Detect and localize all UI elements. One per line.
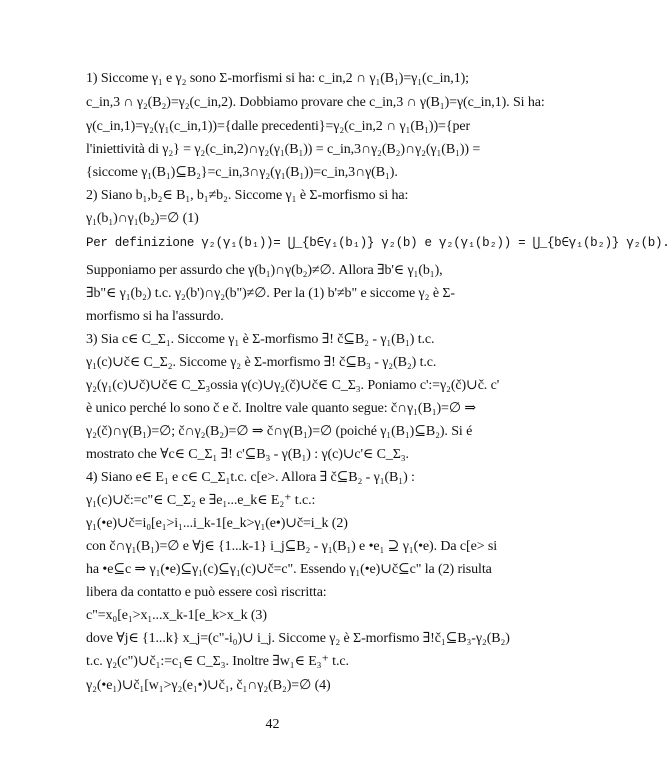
- text-line: ha •e⊆c ⇒ γ₁(•e)⊆γ₁(c)⊆γ₁(c)∪č=c". Essendo γ₁(•e)∪č⊆c" la (2) risulta: [86, 562, 492, 577]
- text-line: libera da contatto e può essere così riscritta:: [86, 585, 327, 600]
- text-line: {siccome γ₁(B₁)⊆B₂}=c_in,3∩γ₂(γ₁(B₁))=c_in,3∩γ(B₁).: [86, 165, 398, 180]
- text-line: dove ∀j∈ {1...k} x_j=(c"-i₀)∪ i_j. Siccome γ₂ è Σ-morfismo ∃!č₁⊆B₃-γ₂(B₂): [86, 631, 510, 646]
- text-line: mostrato che ∀c∈ C_Σ₁ ∃! c'⊆B₃ - γ(B₁) : γ(c)∪c'∈ C_Σ₃.: [86, 447, 409, 462]
- text-line: c"=x₀[e₁>x₁...x_k-1[e_k>x_k (3): [86, 608, 267, 623]
- text-line: γ₁(b₁)∩γ₁(b₂)=∅ (1): [86, 211, 199, 226]
- text-line: 2) Siano b₁,b₂∈ B₁, b₁≠b₂. Siccome γ₁ è Σ-morfismo si ha:: [86, 188, 409, 203]
- page-number: 42: [265, 717, 280, 732]
- text-line: t.c. γ₂(c")∪č₁:=c₁∈ C_Σ₃. Inoltre ∃w₁∈ E₃⁺ t.c.: [86, 654, 349, 669]
- text-line: Supponiamo per assurdo che γ(b₁)∩γ(b₂)≠∅. Allora ∃b'∈ γ₁(b₁),: [86, 263, 443, 278]
- text-line: è unico perché lo sono č e č. Inoltre vale quanto segue: č∩γ₁(B₁)=∅ ⇒: [86, 401, 476, 416]
- text-line: l'iniettività di γ₂} = γ₂(c_in,2)∩γ₂(γ₁(B₁)) = c_in,3∩γ₂(B₂)∩γ₂(γ₁(B₁)) =: [86, 142, 481, 157]
- text-line: morfismo si ha l'assurdo.: [86, 309, 224, 324]
- text-line: γ₁(c)∪č∈ C_Σ₂. Siccome γ₂ è Σ-morfismo ∃! č⊆B₃ - γ₂(B₂) t.c.: [86, 355, 437, 370]
- text-line: con č∩γ₁(B₁)=∅ e ∀j∈ {1...k-1} i_j⊆B₂ - γ₁(B₁) e •e₁ ⊇ γ₁(•e). Da c[e> si: [86, 539, 498, 554]
- text-line: ∃b"∈ γ₁(b₂) t.c. γ₂(b')∩γ₂(b")≠∅. Per la (1) b'≠b" e siccome γ₂ è Σ-: [86, 286, 455, 301]
- text-line: γ₁(c)∪č:=c"∈ C_Σ₂ e ∃e₁...e_k∈ E₂⁺ t.c.:: [86, 493, 316, 508]
- text-line: Per definizione γ₂(γ₁(b₁))= ⋃_{b∈γ₁(b₁)} γ₂(b) e γ₂(γ₁(b₂)) = ⋃_{b∈γ₁(b₂)} γ₂(b).: [86, 236, 669, 250]
- text-line: γ₂(γ₁(c)∪č)∪č∈ C_Σ₃ossia γ(c)∪γ₂(č)∪č∈ C_Σ₃. Poniamo c':=γ₂(č)∪č. c': [86, 378, 500, 393]
- text-line: 3) Sia c∈ C_Σ₁. Siccome γ₁ è Σ-morfismo ∃! č⊆B₂ - γ₁(B₁) t.c.: [86, 332, 435, 347]
- text-line: c_in,3 ∩ γ₂(B₂)=γ₂(c_in,2). Dobbiamo provare che c_in,3 ∩ γ(B₁)=γ(c_in,1). Si ha:: [86, 95, 545, 110]
- text-line: 1) Siccome γ₁ e γ₂ sono Σ-morfismi si ha: c_in,2 ∩ γ₁(B₁)=γ₁(c_in,1);: [86, 71, 469, 86]
- text-line: γ₂(č)∩γ(B₁)=∅; č∩γ₂(B₂)=∅ ⇒ č∩γ(B₁)=∅ (poiché γ₁(B₁)⊆B₂). Si é: [86, 424, 473, 439]
- text-line: γ₁(•e)∪č=i₀[e₁>i₁...i_k-1[e_k>γ₁(e•)∪č=i_k (2): [86, 516, 348, 531]
- text-line: 4) Siano e∈ E₁ e c∈ C_Σ₁t.c. c[e>. Allora ∃ č⊆B₂ - γ₁(B₁) :: [86, 470, 415, 485]
- text-line: γ(c_in,1)=γ₂(γ₁(c_in,1))={dalle precedenti}=γ₂(c_in,2 ∩ γ₁(B₁))={per: [86, 119, 471, 134]
- text-line: γ₂(•e₁)∪č₁[w₁>γ₂(e₁•)∪č₁, č₁∩γ₂(B₂)=∅ (4): [86, 678, 331, 693]
